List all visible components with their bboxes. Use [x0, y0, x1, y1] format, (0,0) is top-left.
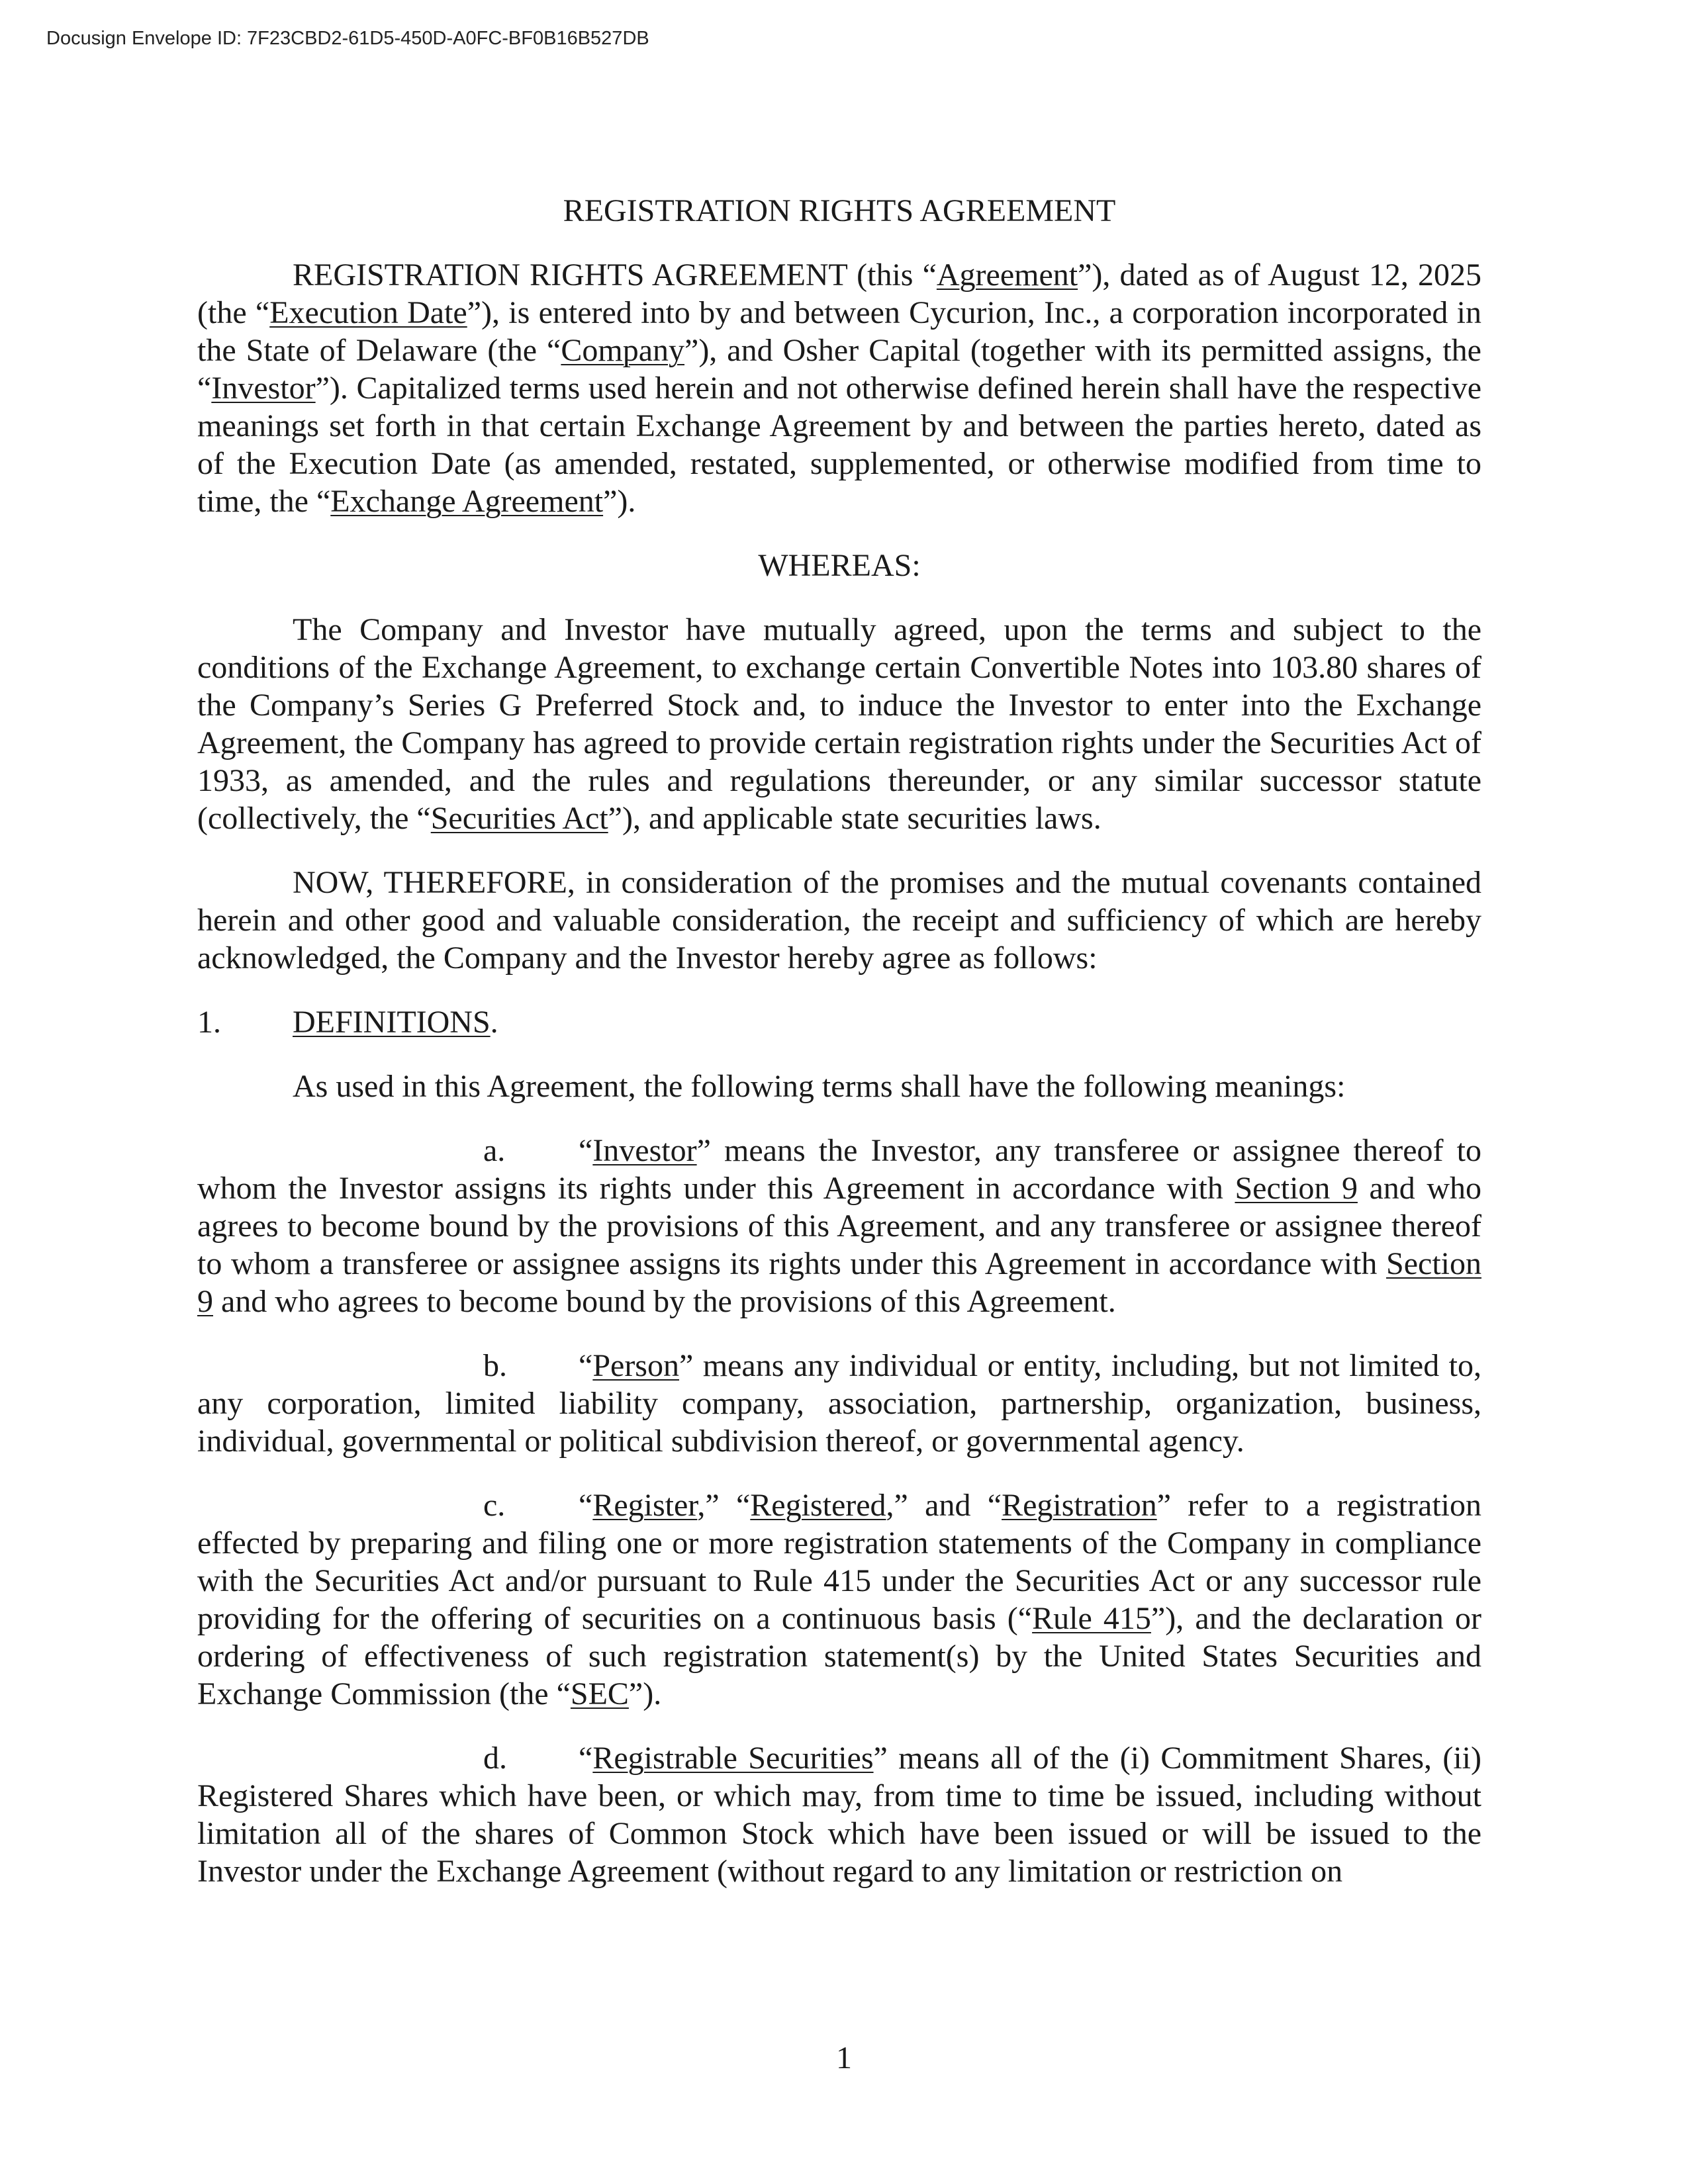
defined-term: Registrable Securities [592, 1741, 874, 1776]
document-body [197, 192, 1481, 1917]
whereas-heading: WHEREAS: [758, 548, 921, 583]
definition-label: b. [483, 1348, 507, 1383]
definitions-intro: As used in this Agreement, the following terms shall have the following meanings: [293, 1069, 1346, 1104]
section-reference: Section 9 [1235, 1171, 1358, 1206]
defined-term-securities-act: Securities Act [430, 801, 608, 836]
definition-registrable-securities: d. “Registrable Securities” means all of the (i) Commitment Shares, (ii) Registered Shares which have been, or which may, from time to time be issued, including without limitation all of the shares of Common Stock which have been issued or will be issued to the Investor under the Exchange Agreement (without regard to any limitation or restriction on [197, 1741, 1481, 1889]
defined-term-execution-date: Execution Date [269, 295, 467, 330]
definition-label: d. [483, 1741, 507, 1776]
now-therefore-paragraph: NOW, THEREFORE, in consideration of the promises and the mutual covenants contained herein and other good and valuable consideration, the receipt and sufficiency of which are hereby acknowledged, the Company and the Investor hereby agree as follows: [197, 865, 1481, 976]
defined-term: Investor [592, 1133, 697, 1168]
section-1-heading: 1. DEFINITIONS. [197, 1005, 498, 1040]
defined-term: Registered [750, 1488, 886, 1523]
document-title: REGISTRATION RIGHTS AGREEMENT [563, 193, 1116, 228]
defined-term: Registration [1002, 1488, 1157, 1523]
defined-term: SEC [570, 1676, 629, 1711]
defined-term: Register [592, 1488, 698, 1523]
definition-label: c. [483, 1488, 506, 1523]
definition-person: b. “Person” means any individual or entity, including, but not limited to, any corporation, limited liability company, association, partnership, organization, business, individual, governmental or political subdivision thereof, or governmental agency. [197, 1348, 1481, 1459]
section-number: 1. [197, 1005, 221, 1040]
definition-register: c. “Register,” “Registered,” and “Registration” refer to a registration effected by preparing and filing one or more registration statements of the Company in compliance with the Securities Act and/or pursuant to Rule 415 under the Securities Act or any successor rule providing for the offering of securities on a continuous basis (“Rule 415”), and the declaration or ordering of effectiveness of such registration statement(s) by the United States Securities and Exchange Commission (the “SEC”). [197, 1488, 1482, 1711]
defined-term-investor: Investor [211, 371, 316, 406]
defined-term-exchange-agreement: Exchange Agreement [330, 484, 604, 519]
section-reference: Section 9 [197, 1246, 1481, 1319]
definition-label: a. [483, 1133, 506, 1168]
docusign-envelope-id: Docusign Envelope ID: 7F23CBD2-61D5-450D-A0FC-BF0B16B527DB [46, 28, 649, 49]
definition-investor: a. “Investor” means the Investor, any transferee or assignee thereof to whom the Investor assigns its rights under this Agreement in accordance with Section 9 and who agrees to become bound by the provisions of this Agreement, and any transferee or assignee thereof to whom a transferee or assignee assigns its rights under this Agreement in accordance with Section 9 and who agrees to become bound by the provisions of this Agreement. [197, 1133, 1481, 1319]
page-number: 1 [836, 2040, 852, 2075]
whereas-paragraph: The Company and Investor have mutually agreed, upon the terms and subject to the conditions of the Exchange Agreement, to exchange certain Convertible Notes into 103.80 shares of the Company’s Series G Preferred Stock and, to induce the Investor to enter into the Exchange Agreement, the Company has agreed to provide certain registration rights under the Securities Act of 1933, as amended, and the rules and regulations thereunder, or any similar successor statute (collectively, the “Securities Act”), and applicable state securities laws. [197, 612, 1481, 836]
defined-term: Person [592, 1348, 679, 1383]
defined-term-agreement: Agreement [936, 257, 1078, 293]
intro-paragraph: REGISTRATION RIGHTS AGREEMENT (this “Agreement”), dated as of August 12, 2025 (the “Execution Date”), is entered into by and between Cycurion, Inc., a corporation incorporated in the State of Delaware (the “Company”), and Osher Capital (together with its permitted assigns, the “Investor”). Capitalized terms used herein and not otherwise defined herein shall have the respective meanings set forth in that certain Exchange Agreement by and between the parties hereto, dated as of the Execution Date (as amended, restated, supplemented, or otherwise modified from time to time, the “Exchange Agreement”). [197, 257, 1481, 519]
section-title: DEFINITIONS [293, 1005, 491, 1040]
defined-term: Rule 415 [1032, 1601, 1151, 1636]
defined-term-company: Company [561, 333, 685, 368]
